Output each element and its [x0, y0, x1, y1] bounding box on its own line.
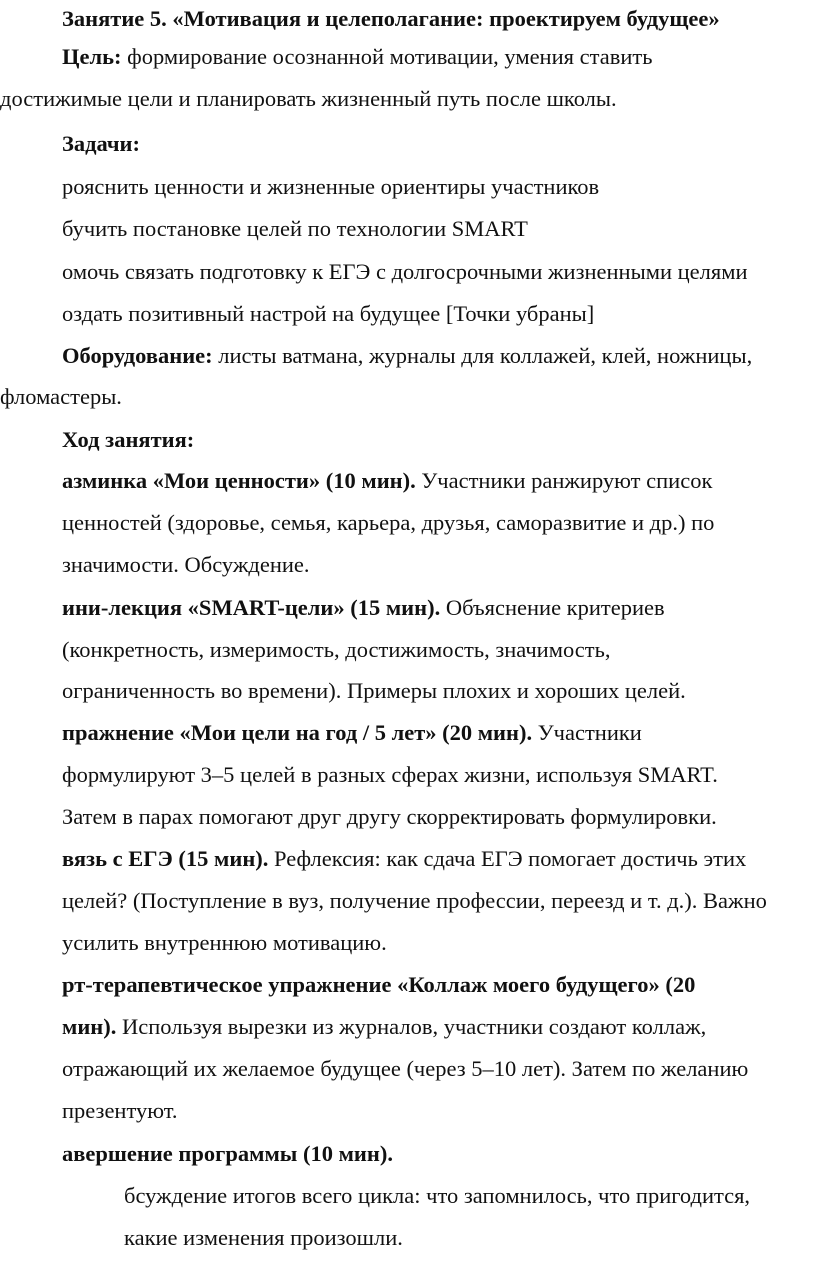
step-4-title: вязь с ЕГЭ (15 мин).: [62, 846, 269, 871]
step-1-line-1: азминка «Мои ценности» (10 мин). Участники ранжируют список: [62, 468, 713, 493]
task-item: оздать позитивный настрой на будущее [Точки убраны]: [62, 301, 595, 326]
tasks-heading: Задачи:: [62, 131, 141, 156]
step-5-line-3: презентуют.: [62, 1098, 178, 1123]
lesson-title: Занятие 5. «Мотивация и целеполагание: проектируем будущее»: [62, 6, 720, 31]
task-item: омочь связать подготовку к ЕГЭ с долгосрочными жизненными целями: [62, 259, 748, 284]
equipment-line-1: [62, 345, 752, 368]
procedure-heading: Ход занятия:: [62, 427, 195, 452]
equipment-label: Оборудование:: [62, 343, 213, 368]
step-3-line-1: пражнение «Мои цели на год / 5 лет» (20 мин). Участники: [62, 720, 642, 745]
step-1-title: азминка «Мои ценности» (10 мин).: [62, 468, 416, 493]
step-6-title: авершение программы (10 мин).: [62, 1141, 393, 1166]
step-4-line-1: вязь с ЕГЭ (15 мин). Рефлексия: как сдача ЕГЭ помогает достичь этих: [62, 846, 747, 871]
goal-label: Цель:: [62, 44, 122, 69]
step-4-line-2: целей? (Поступление в вуз, получение профессии, переезд и т. д.). Важно: [62, 888, 767, 913]
step-1-line-2: ценностей (здоровье, семья, карьера, друзья, саморазвитие и др.) по: [62, 510, 715, 535]
step-6-line-2: какие изменения произошли.: [124, 1225, 403, 1250]
goal-line-2: достижимые цели и планировать жизненный путь после школы.: [0, 86, 617, 111]
step-2-line-2: (конкретность, измеримость, достижимость, значимость,: [62, 637, 611, 662]
step-5-title: рт-терапевтическое упражнение «Коллаж моего будущего» (20: [62, 972, 696, 997]
step-5-line-1: мин). Используя вырезки из журналов, участники создают коллаж,: [62, 1014, 707, 1039]
step-3-line-3: Затем в парах помогают друг другу скорректировать формулировки.: [62, 804, 717, 829]
step-3-title: пражнение «Мои цели на год / 5 лет» (20 мин).: [62, 720, 533, 745]
task-item: бучить постановке целей по технологии SMART: [62, 216, 528, 241]
step-5-line-2: отражающий их желаемое будущее (через 5–10 лет). Затем по желанию: [62, 1056, 749, 1081]
step-2-line-1: ини-лекция «SMART-цели» (15 мин). Объяснение критериев: [62, 595, 665, 620]
step-3-line-2: формулируют 3–5 целей в разных сферах жизни, используя SMART.: [62, 762, 718, 787]
step-1-line-3: значимости. Обсуждение.: [62, 552, 310, 577]
step-4-line-3: усилить внутреннюю мотивацию.: [62, 930, 387, 955]
equipment-line-2: фломастеры.: [0, 384, 122, 409]
goal-line-1: [62, 46, 652, 69]
step-6-line-1: бсуждение итогов всего цикла: что запомнилось, что пригодится,: [124, 1183, 751, 1208]
equipment-text: листы ватмана, журналы для коллажей, клей, ножницы,: [218, 343, 753, 368]
task-item: рояснить ценности и жизненные ориентиры участников: [62, 174, 600, 199]
step-2-line-3: ограниченность во времени). Примеры плохих и хороших целей.: [62, 678, 686, 703]
goal-text: формирование осознанной мотивации, умения ставить: [127, 44, 653, 69]
step-2-title: ини-лекция «SMART-цели» (15 мин).: [62, 595, 441, 620]
